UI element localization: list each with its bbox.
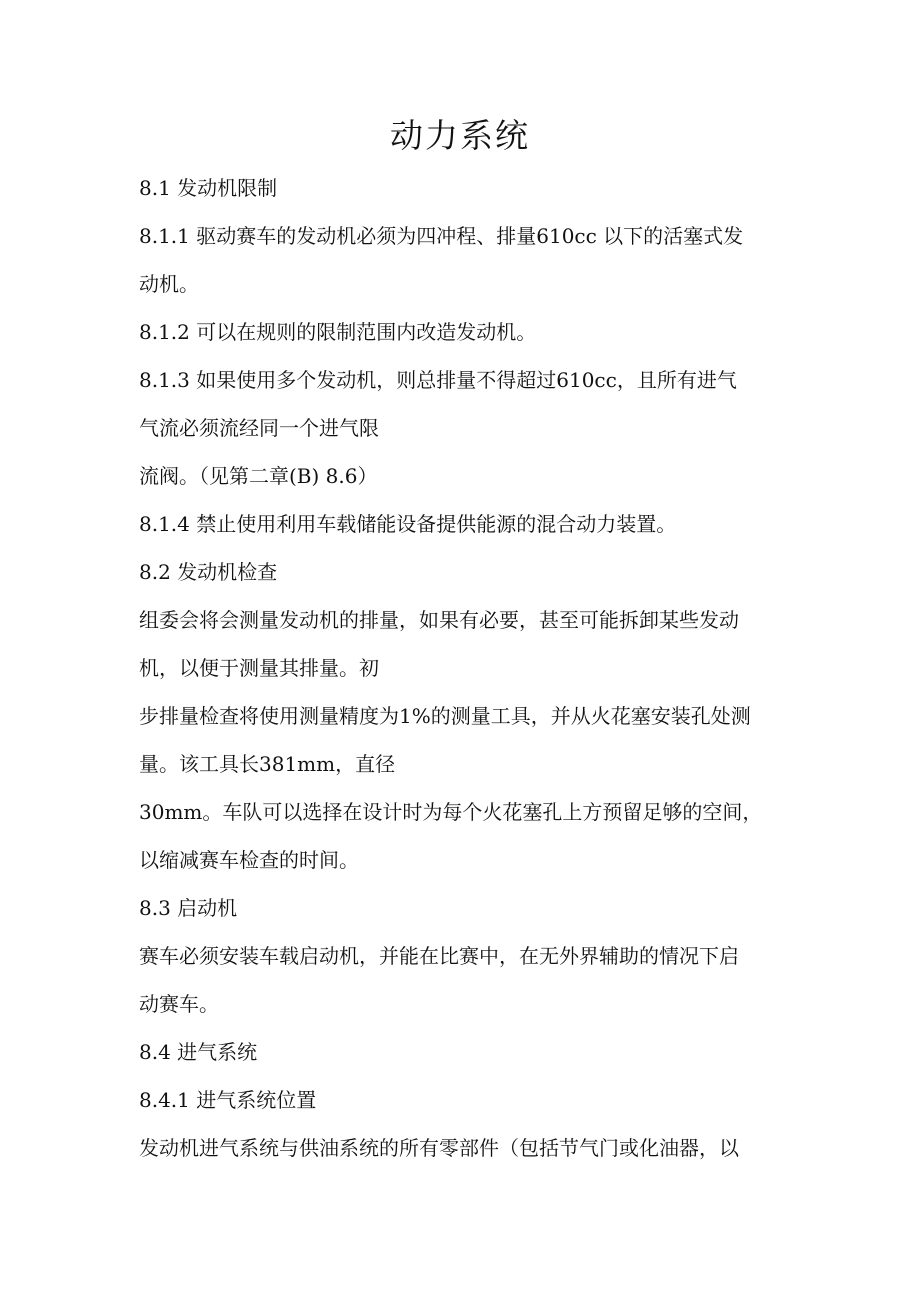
paragraph-8-1-3-line-1: 8.1.3 如果使用多个发动机，则总排量不得超过610cc，且所有进气 [139,368,737,392]
document-body [139,164,799,1172]
heading-8-4-1: 8.4.1 进气系统位置 [139,1088,317,1112]
heading-8-3: 8.3 启动机 [139,896,238,920]
paragraph-8-3-line-2: 动赛车。 [139,992,219,1016]
heading-8-2: 8.2 发动机检查 [139,560,278,584]
paragraph-8-4-1-line-1: 发动机进气系统与供油系统的所有零部件（包括节气门或化油器，以 [139,1136,739,1160]
paragraph-8-1-1-line-1: 8.1.1 驱动赛车的发动机必须为四冲程、排量610cc 以下的活塞式发 [139,224,744,248]
paragraph-8-3-line-1: 赛车必须安装车载启动机，并能在比赛中，在无外界辅助的情况下启 [139,944,739,968]
paragraph-8-1-2: 8.1.2 可以在规则的限制范围内改造发动机。 [139,320,537,344]
heading-8-4: 8.4 进气系统 [139,1040,258,1064]
heading-8-1: 8.1 发动机限制 [139,176,278,200]
paragraph-8-1-1-line-2: 动机。 [139,272,199,296]
paragraph-8-1-3-line-3: 流阀。（见第二章(B) 8.6） [139,464,378,488]
document-title: 动力系统 [390,116,530,155]
paragraph-8-1-4: 8.1.4 禁止使用利用车载储能设备提供能源的混合动力装置。 [139,512,677,536]
paragraph-8-2-line-2: 机，以便于测量其排量。初 [139,656,379,680]
paragraph-8-2-line-5: 30mm。车队可以选择在设计时为每个火花塞孔上方预留足够的空间， [139,800,763,824]
paragraph-8-2-line-4: 量。该工具长381mm，直径 [139,752,396,776]
paragraph-8-2-line-6: 以缩减赛车检查的时间。 [139,848,359,872]
paragraph-8-2-line-1: 组委会将会测量发动机的排量，如果有必要，甚至可能拆卸某些发动 [139,608,739,632]
paragraph-8-1-3-line-2: 气流必须流经同一个进气限 [139,416,379,440]
paragraph-8-2-line-3: 步排量检查将使用测量精度为1%的测量工具，并从火花塞安装孔处测 [139,704,751,728]
